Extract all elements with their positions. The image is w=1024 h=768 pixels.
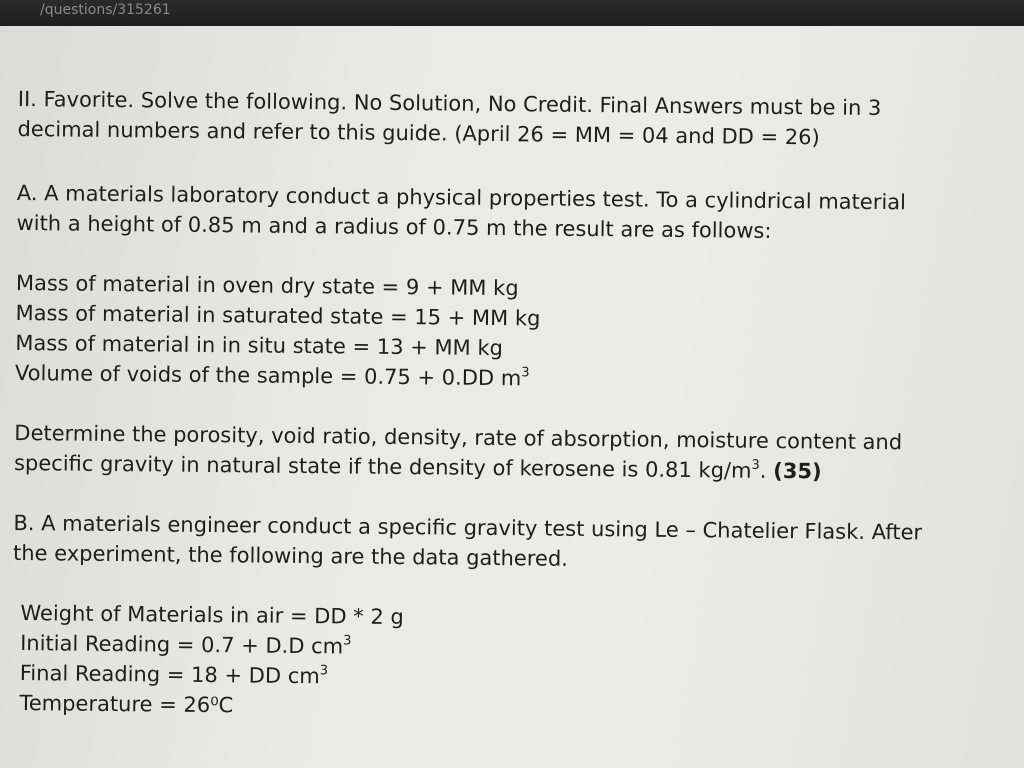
voids-text: Volume of voids of the sample = 0.75 + 0.DD m <box>14 360 522 391</box>
final-text: Final Reading = 18 + DD cm <box>19 661 320 689</box>
part-a-item-oven-dry: Mass of material in oven dry state = 9 + MM kg <box>15 270 519 301</box>
voids-superscript: 3 <box>521 365 530 381</box>
part-a-question-line-1: Determine the porosity, void ratio, density, rate of absorption, moisture content and <box>14 420 903 455</box>
initial-text: Initial Reading = 0.7 + D.D cm <box>20 631 344 659</box>
question-superscript: 3 <box>751 457 760 473</box>
points-label: (35) <box>773 458 822 484</box>
address-text: /questions/315261 <box>40 2 171 18</box>
section-heading-line-1: II. Favorite. Solve the following. No Solution, No Credit. Final Answers must be in 3 <box>17 86 882 121</box>
part-b-item-temperature: Temperature = 26⁰C <box>19 691 234 718</box>
part-a-intro-line-1: A. A materials laboratory conduct a physical properties test. To a cylindrical material <box>16 180 907 215</box>
document <box>11 84 1018 728</box>
part-a-item-in-situ: Mass of material in in situ state = 13 + MM kg <box>15 330 504 361</box>
part-a-item-saturated: Mass of material in saturated state = 15 + MM kg <box>15 300 541 331</box>
question-text: specific gravity in natural state if the density of kerosene is 0.81 kg/m <box>13 450 752 483</box>
part-b-intro-line-1: B. A materials engineer conduct a specific gravity test using Le – Chatelier Flask. After <box>13 510 923 545</box>
screen <box>0 26 1024 768</box>
final-superscript: 3 <box>319 663 329 679</box>
initial-superscript: 3 <box>343 633 352 649</box>
part-b-item-weight: Weight of Materials in air = DD * 2 g <box>20 601 404 630</box>
part-b-intro-line-2: the experiment, the following are the data gathered. <box>12 540 569 571</box>
question-period: . <box>759 458 767 483</box>
section-heading-line-2: decimal numbers and refer to this guide. (April 26 = MM = 04 and DD = 26) <box>17 116 820 150</box>
part-a-intro-line-2: with a height of 0.85 m and a radius of 0.75 m the result are as follows: <box>16 210 772 243</box>
browser-address-bar[interactable] <box>0 0 1024 26</box>
